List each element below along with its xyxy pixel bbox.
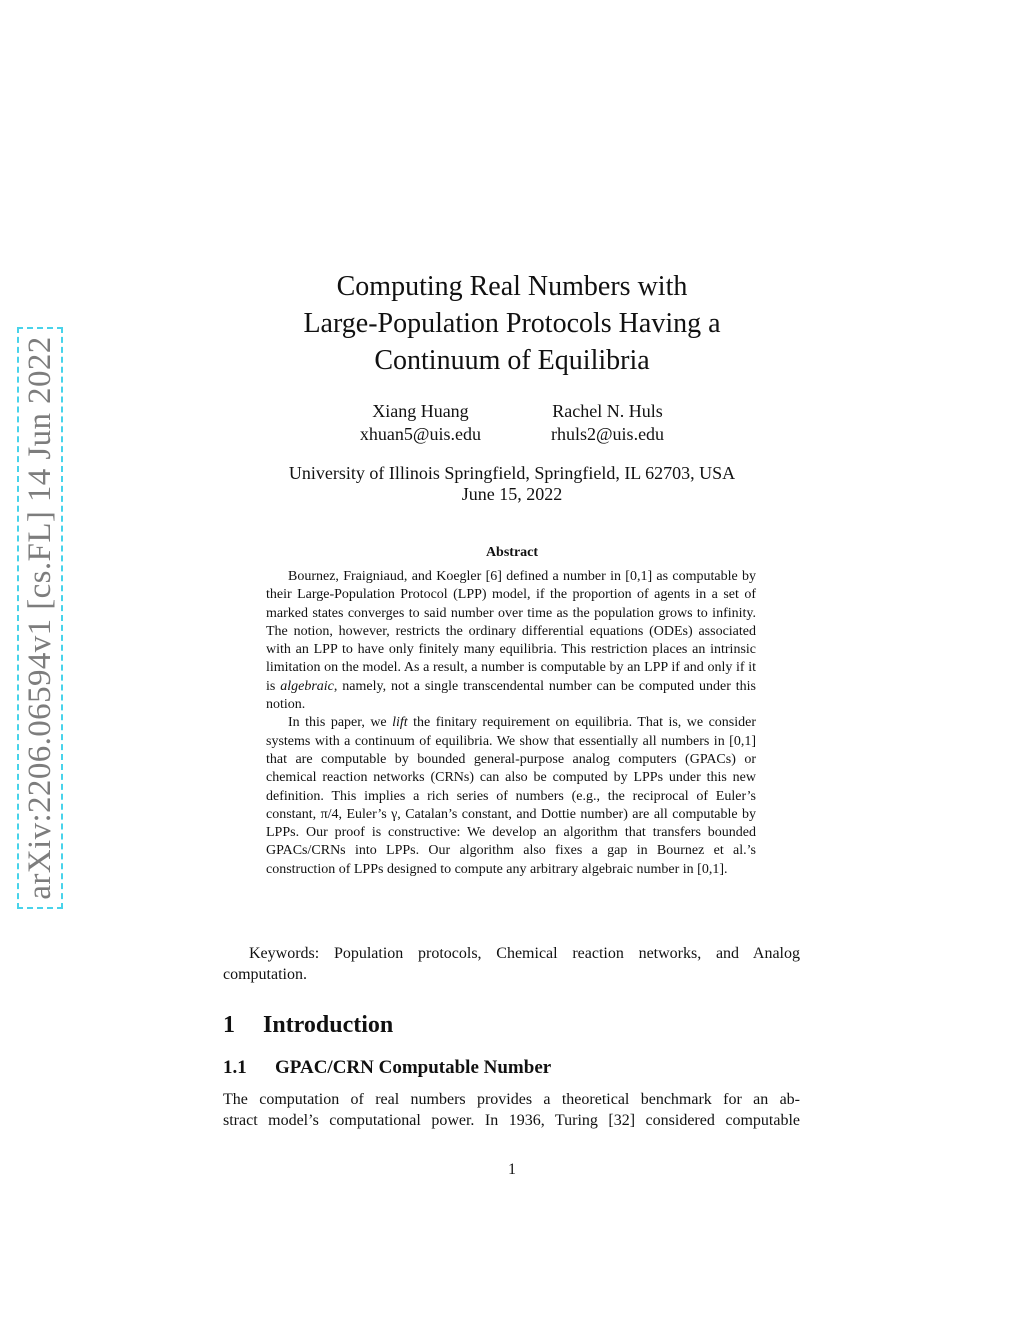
section-heading-introduction bbox=[223, 1012, 393, 1039]
title-line: Large-Population Protocols Having a bbox=[303, 308, 721, 339]
abstract-text: In this paper, we bbox=[288, 715, 393, 731]
body-line: The computation of real numbers provides a theoretical benchmark for an ab- bbox=[223, 1091, 800, 1108]
title-line: Computing Real Numbers with bbox=[336, 271, 688, 302]
affiliation: University of Illinois Springfield, Springfield, IL 62703, USA bbox=[288, 463, 736, 483]
abstract-text: Bournez, Fraigniaud, and Koegler [6] defined a number in [0,1] as computable by their Large-Population Protocol (LPP) model, if the proportion of agents in a set of marked states converges to said number over time as the population grows to infinity. The notion, however, restricts the ordinary differential equations (ODEs) associated with an LPP to have only finitely many equilibria. This restriction places an intrinsic limitation on the model. As a result, a number is computable by an LPP if and only if it is bbox=[266, 569, 756, 694]
subsection-title: GPAC/CRN Computable Number bbox=[275, 1057, 552, 1078]
arxiv-identifier-text: arXiv:2206.06594v1 [cs.FL] 14 Jun 2022 bbox=[21, 336, 58, 900]
author-name: Xiang Huang bbox=[372, 401, 469, 421]
author-block bbox=[0, 400, 1024, 446]
author-email: rhuls2@uis.edu bbox=[550, 424, 665, 444]
author-name: Rachel N. Huls bbox=[552, 401, 663, 421]
abstract-text: , namely, not a single transcendental number can be computed under this notion. bbox=[266, 678, 756, 713]
abstract-emphasis: algebraic bbox=[280, 678, 334, 694]
body-line: stract model’s computational power. In 1936, Turing [32] considered computable bbox=[223, 1112, 800, 1129]
abstract-body bbox=[266, 568, 756, 879]
keywords: Keywords: Population protocols, Chemical reaction networks, and Analog computation. bbox=[223, 945, 800, 983]
title-line: Continuum of Equilibria bbox=[374, 345, 650, 376]
section-title: Introduction bbox=[263, 1012, 394, 1038]
abstract-paragraph bbox=[266, 568, 756, 714]
abstract-paragraph bbox=[266, 714, 756, 879]
abstract-heading: Abstract bbox=[485, 545, 539, 560]
subsection-heading bbox=[223, 1057, 551, 1079]
author-email: xhuan5@uis.edu bbox=[359, 424, 481, 444]
body-paragraph bbox=[223, 1089, 800, 1131]
publication-date: June 15, 2022 bbox=[461, 484, 563, 504]
abstract-emphasis: lift bbox=[392, 715, 408, 731]
section-number: 1 bbox=[223, 1012, 235, 1038]
page-number: 1 bbox=[508, 1161, 516, 1178]
author-xiang-huang bbox=[360, 400, 481, 446]
paper-title bbox=[0, 268, 1024, 379]
abstract-text: the finitary requirement on equilibria. That is, we consider systems with a continuum of equilibria. We show that essentially all numbers in [0,1] that are computable by bounded general-purpose analog computers (GPACs) or chemical reaction networks (CRNs) can also be computed by LPPs under this new definition. This implies a rich series of numbers (e.g., the reciprocal of Euler’s constant, π/4, Euler’s γ, Catalan’s constant, and Dottie number) are all computable by LPPs. Our proof is constructive: We develop an algorithm that transfers bounded GPACs/CRNs into LPPs. Our algorithm also fixes a gap in Bournez et al.’s construction of LPPs designed to compute any arbitrary algebraic number in [0,1]. bbox=[266, 715, 756, 877]
subsection-number: 1.1 bbox=[223, 1057, 247, 1078]
author-rachel-huls bbox=[551, 400, 664, 446]
